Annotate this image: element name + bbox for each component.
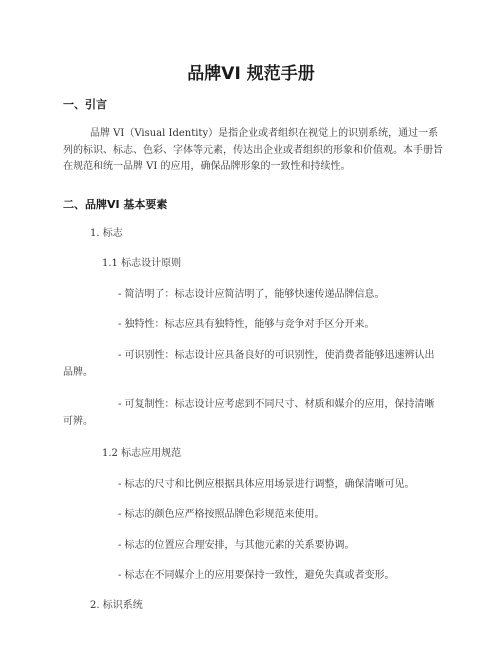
intro-paragraph: 品牌 VI（Visual Identity）是指企业或者组织在视觉上的识别系统，通过一系列的标识、标志、色彩、字体等元素，传达出企业或者组织的形象和价值观。本手册旨在规范和统一品牌 VI 的应用，确保品牌形象的一致性和持续性。 xyxy=(63,128,443,172)
document-title: 品牌VI 规范手册 xyxy=(187,64,315,84)
list-item-consistency: - 标志在不同媒介上的应用要保持一致性，避免失真或者变形。 xyxy=(118,570,395,581)
list-item-recognizability: - 可识别性：标志设计应具备良好的可识别性，使消费者能够迅速辨认出品牌。 xyxy=(63,350,435,378)
list-item-size-ratio: - 标志的尺寸和比例应根据具体应用场景进行调整，确保清晰可见。 xyxy=(118,479,415,490)
list-item-logo-design-principles: 1.1 标志设计原则 xyxy=(102,258,182,269)
list-item-color: - 标志的颜色应严格按照品牌色彩规范来使用。 xyxy=(118,509,325,520)
list-item-logo: 1. 标志 xyxy=(90,228,123,239)
list-item-simplicity: - 简洁明了：标志设计应简洁明了，能够快速传递品牌信息。 xyxy=(118,289,385,300)
list-item-logo-usage-rules: 1.2 标志应用规范 xyxy=(102,448,182,459)
section-heading-basic-elements: 二、品牌VI 基本要素 xyxy=(63,198,168,211)
list-item-reproducibility: - 可复制性：标志设计应考虑到不同尺寸、材质和媒介的应用，保持清晰可辨。 xyxy=(63,399,435,427)
section-heading-intro: 一、引言 xyxy=(63,98,107,111)
list-item-position: - 标志的位置应合理安排，与其他元素的关系要协调。 xyxy=(118,540,355,551)
list-item-identity-system: 2. 标识系统 xyxy=(90,600,143,611)
list-item-uniqueness: - 独特性：标志应具有独特性，能够与竞争对手区分开来。 xyxy=(118,319,375,330)
